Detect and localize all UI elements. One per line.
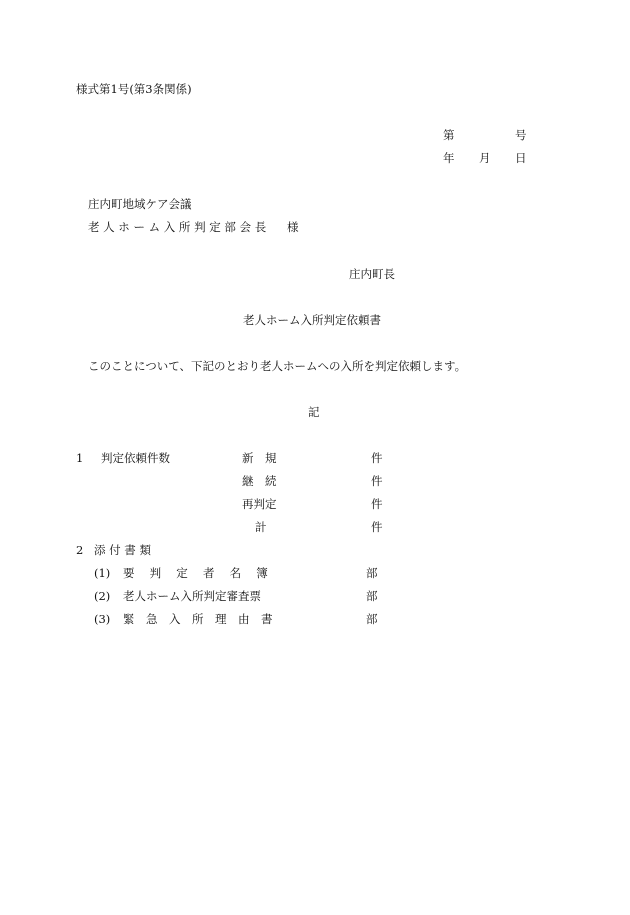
attachment-1-number: (1) [94,566,111,580]
attachment-2-number: (2) [94,589,111,603]
count-unit-new: 件 [371,451,383,465]
count-kind-rejudge: 再判定 [242,497,277,511]
count-kind-new: 新 規 [242,451,277,465]
count-unit-rejudge: 件 [371,497,383,511]
count-kind-continue: 継 続 [242,474,277,488]
section-2-label: 添 付 書 類 [94,543,151,557]
attachment-2-unit: 部 [366,589,378,603]
attachment-2-name: 老人ホーム入所判定審査票 [123,589,261,603]
attachment-3-name: 緊 急 入 所 理 由 書 [123,612,273,626]
attachment-3-number: (3) [94,612,111,626]
section-2-number: 2 [76,543,84,557]
addressee-title: 老 人 ホ ー ム 入 所 判 定 部 会 長 [88,220,267,234]
number-dai: 第 [443,128,455,142]
form-label: 様式第1号(第3条関係) [76,82,192,96]
doc-title: 老人ホーム入所判定依頼書 [243,313,381,327]
date-day: 日 [515,151,527,165]
date-month: 月 [479,151,491,165]
attachment-3-unit: 部 [366,612,378,626]
count-unit-continue: 件 [371,474,383,488]
count-kind-total: 計 [255,520,267,534]
section-1-number: 1 [76,451,84,465]
attachment-1-unit: 部 [366,566,378,580]
addressee-org: 庄内町地域ケア会議 [88,197,192,211]
number-go: 号 [515,128,527,142]
sender: 庄内町長 [349,267,395,281]
ki-heading: 記 [308,405,320,419]
attachment-1-name: 要 判 定 者 名 簿 [123,566,268,580]
date-year: 年 [443,151,455,165]
body-text: このことについて、下記のとおり老人ホームへの入所を判定依頼します。 [88,359,467,373]
section-1-label: 判定依頼件数 [101,451,170,465]
count-unit-total: 件 [371,520,383,534]
addressee-honorific: 様 [287,220,299,234]
